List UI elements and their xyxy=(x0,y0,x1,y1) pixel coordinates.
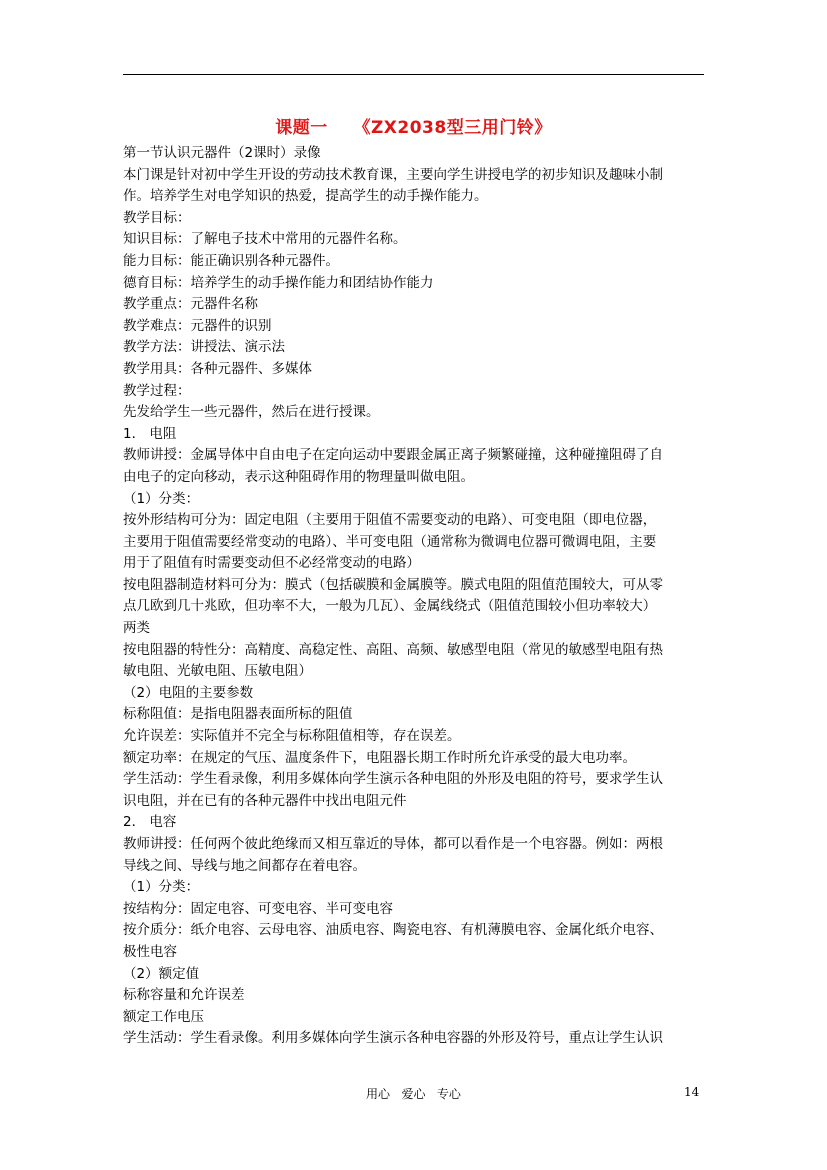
text-line: （2）额定值 xyxy=(123,965,200,982)
text-line: 学生活动：学生看录像。利用多媒体向学生演示各种电容器的外形及符号，重点让学生认识 xyxy=(123,1030,663,1047)
text-line: 1． 电阻 xyxy=(123,425,177,442)
text-line: 按结构分：固定电容、可变电容、半可变电容 xyxy=(123,900,393,917)
text-line: （1）分类： xyxy=(123,879,200,896)
text-line: 教学重点：元器件名称 xyxy=(123,296,258,313)
text-line: 作。培养学生对电学知识的热爱，提高学生的动手操作能力。 xyxy=(123,188,488,205)
footer-motto: 用心 爱心 专心 xyxy=(366,1087,461,1101)
text-line: 教学难点：元器件的识别 xyxy=(123,317,272,334)
text-line: 额定工作电压 xyxy=(123,1008,204,1025)
text-line: 本门课是针对初中学生开设的劳动技术教育课，主要向学生讲授电学的初步知识及趣味小制 xyxy=(123,166,663,183)
text-line: 标称容量和允许误差 xyxy=(123,987,245,1004)
text-line: （2）电阻的主要参数 xyxy=(123,684,254,701)
page-number: 14 xyxy=(684,1085,700,1099)
text-line: 用于了阻值有时需要变动但不必经常变动的电路） xyxy=(123,555,420,572)
header-rule xyxy=(123,74,704,75)
text-line: 2． 电容 xyxy=(123,814,177,831)
text-line: 先发给学生一些元器件，然后在进行授课。 xyxy=(123,404,380,421)
text-line: 按介质分：纸介电容、云母电容、油质电容、陶瓷电容、有机薄膜电容、金属化纸介电容、 xyxy=(123,922,663,939)
text-line: 识电阻，并在已有的各种元器件中找出电阻元件 xyxy=(123,792,407,809)
document-body xyxy=(123,143,706,1050)
text-line: 敏电阻、光敏电阻、压敏电阻） xyxy=(123,663,312,680)
text-line: 教师讲授：金属导体中自由电子在定向运动中要跟金属正离子频繁碰撞，这种碰撞阻碍了自 xyxy=(123,447,663,464)
text-line: 教学目标： xyxy=(123,209,191,226)
text-line: 能力目标：能正确识别各种元器件。 xyxy=(123,252,339,269)
text-line: 点几欧到几十兆欧，但功率不大，一般为几瓦）、金属线绕式（阻值范围较小但功率较大） xyxy=(123,598,657,615)
text-line: 极性电容 xyxy=(123,943,177,960)
text-line: 导线之间、导线与地之间都存在着电容。 xyxy=(123,857,366,874)
text-line: 标称阻值：是指电阻器表面所标的阻值 xyxy=(123,706,353,723)
text-line: 由电子的定向移动，表示这种阻碍作用的物理量叫做电阻。 xyxy=(123,468,474,485)
text-line: 教学方法：讲授法、演示法 xyxy=(123,339,285,356)
text-line: 教师讲授：任何两个彼此绝缘而又相互靠近的导体，都可以看作是一个电容器。例如：两根 xyxy=(123,836,663,852)
text-line: 额定功率：在规定的气压、温度条件下，电阻器长期工作时所允许承受的最大电功率。 xyxy=(123,749,636,766)
text-line: 知识目标：了解电子技术中常用的元器件名称。 xyxy=(123,231,407,248)
text-line: 两类 xyxy=(123,620,150,637)
text-line: 允许误差：实际值并不完全与标称阻值相等，存在误差。 xyxy=(123,728,461,745)
lesson-title: 课题一 《ZX2038型三用门铃》 xyxy=(275,118,552,138)
text-line: 学生活动：学生看录像，利用多媒体向学生演示各种电阻的外形及电阻的符号，要求学生认 xyxy=(123,771,663,788)
text-line: 按电阻器制造材料可分为：膜式（包括碳膜和金属膜等。膜式电阻的阻值范围较大，可从零 xyxy=(123,576,663,593)
text-line: 主要用于阻值需要经常变动的电路）、半可变电阻（通常称为微调电位器可微调电阻，主要 xyxy=(123,533,657,550)
text-line: （1）分类： xyxy=(123,490,200,507)
text-line: 按电阻器的特性分：高精度、高稳定性、高阻、高频、敏感型电阻（常见的敏感型电阻有热 xyxy=(123,641,663,658)
text-line: 教学用具：各种元器件、多媒体 xyxy=(123,360,312,377)
text-line: 第一节认识元器件（2课时）录像 xyxy=(123,145,321,161)
text-line: 德育目标：培养学生的动手操作能力和团结协作能力 xyxy=(123,274,434,291)
text-line: 按外形结构可分为：固定电阻（主要用于阻值不需要变动的电路）、可变电阻（即电位器， xyxy=(123,512,657,529)
text-line: 教学过程： xyxy=(123,382,191,399)
